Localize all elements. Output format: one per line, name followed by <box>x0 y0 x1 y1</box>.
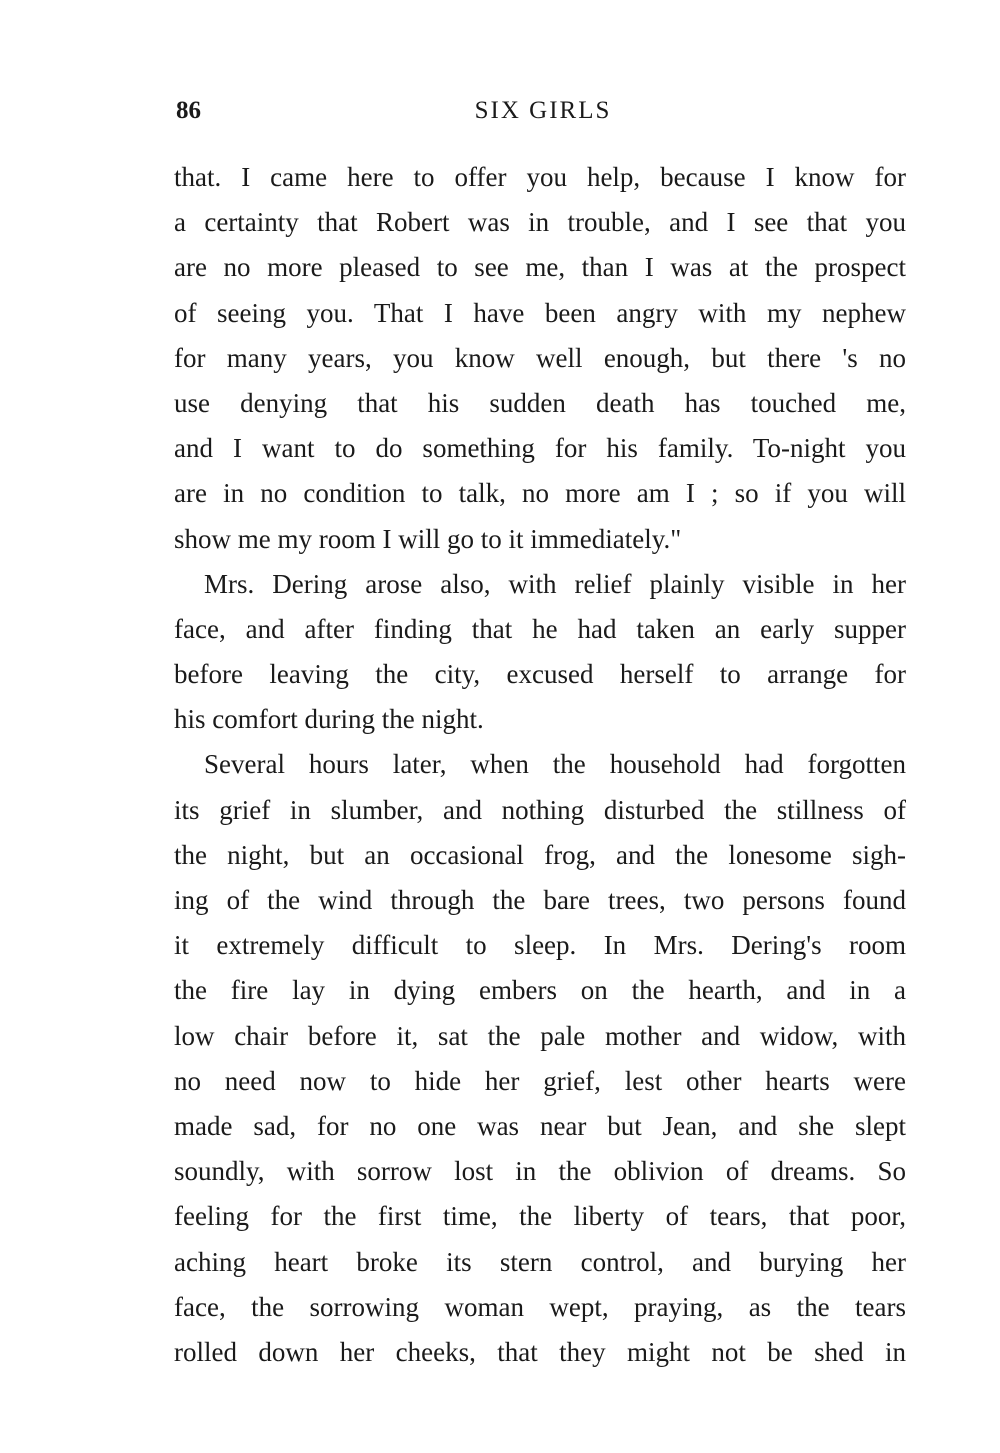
text-line: of seeing you. That I have been angry with my nephew <box>174 297 906 328</box>
text-line: for many years, you know well enough, but there 's no <box>174 342 906 373</box>
text-line: show me my room I will go to it immediately." <box>174 523 682 554</box>
text-line: the fire lay in dying embers on the hearth, and in a <box>174 975 906 1006</box>
text-line: before leaving the city, excused herself to arrange for <box>174 659 906 690</box>
text-line: ing of the wind through the bare trees, two persons found <box>174 885 906 915</box>
text-line: feeling for the first time, the liberty of tears, that poor, <box>174 1201 906 1232</box>
text-line: soundly, with sorrow lost in the oblivion of dreams. So <box>174 1156 906 1187</box>
paragraph-start-line: Several hours later, when the household had forgotten <box>204 749 906 780</box>
text-line: rolled down her cheeks, that they might not be shed in <box>174 1336 906 1367</box>
text-line: a certainty that Robert was in trouble, and I see that you <box>174 207 906 238</box>
text-line: made sad, for no one was near but Jean, and she slept <box>174 1110 906 1141</box>
text-line: face, the sorrowing woman wept, praying, as the tears <box>174 1291 906 1322</box>
text-line: low chair before it, sat the pale mother and widow, with <box>174 1020 906 1051</box>
paragraph-start-line: Mrs. Dering arose also, with relief plainly visible in her <box>204 568 906 599</box>
text-line: his comfort during the night. <box>174 704 484 735</box>
text-line: its grief in slumber, and nothing disturbed the stillness of <box>174 794 906 825</box>
text-line: are no more pleased to see me, than I was at the prospect <box>174 252 906 283</box>
text-line: are in no condition to talk, no more am I ; so if you will <box>174 478 906 509</box>
page-number: 86 <box>176 97 201 124</box>
running-head: SIX GIRLS <box>474 97 612 124</box>
text-line: no need now to hide her grief, lest other hearts were <box>174 1065 906 1096</box>
body-text <box>174 155 906 1375</box>
text-line: use denying that his sudden death has touched me, <box>174 387 906 418</box>
text-line: face, and after finding that he had taken an early supper <box>174 613 906 644</box>
text-line: and I want to do something for his family. To-night you <box>174 433 906 464</box>
text-line: the night, but an occasional frog, and the lonesome sigh- <box>174 839 906 870</box>
text-line: that. I came here to offer you help, because I know for <box>174 162 906 192</box>
text-line: aching heart broke its stern control, and burying her <box>174 1246 906 1277</box>
text-line: it extremely difficult to sleep. In Mrs. Dering's room <box>174 930 906 961</box>
